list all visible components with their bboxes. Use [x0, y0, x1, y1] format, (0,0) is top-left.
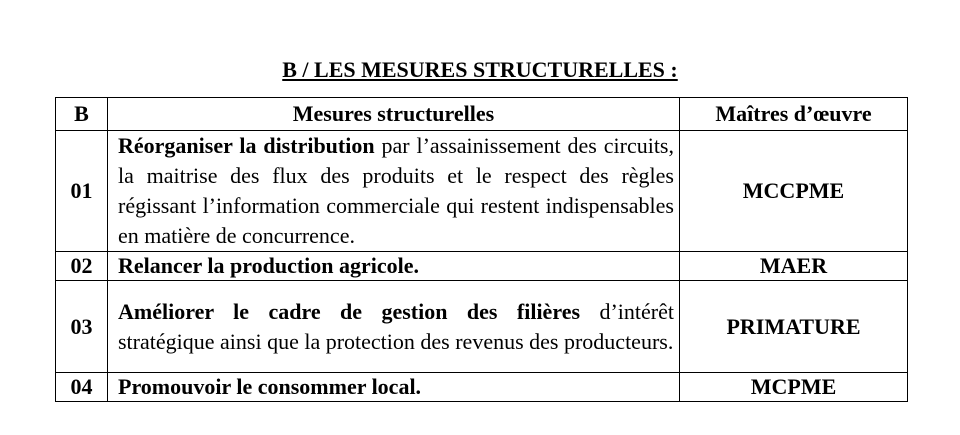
measures-table	[55, 97, 908, 402]
row-owner: PRIMATURE	[680, 281, 908, 373]
measure-bold-text: Relancer la production agricole.	[118, 253, 420, 278]
section-heading	[0, 57, 960, 83]
row-measure	[108, 373, 680, 402]
header-num: B	[56, 98, 108, 131]
row-num: 03	[56, 281, 108, 373]
row-num: 02	[56, 252, 108, 281]
row-num: 04	[56, 373, 108, 402]
header-measure: Mesures structurelles	[108, 98, 680, 131]
table-row	[56, 281, 908, 373]
row-owner: MCPME	[680, 373, 908, 402]
row-measure	[108, 131, 680, 252]
measure-text: par l’assainissement des circuits, la maitrise des flux des produits et le respect des règles régissant l’information commerciale qui restent indispensables en matière de concurrence.	[118, 133, 674, 248]
row-owner: MCCPME	[680, 131, 908, 252]
header-owner: Maîtres d’œuvre	[680, 98, 908, 131]
table-row	[56, 373, 908, 402]
measure-bold-text: Améliorer le cadre de gestion des filières	[118, 298, 581, 324]
row-num: 01	[56, 131, 108, 252]
table-row	[56, 131, 908, 252]
section-heading-text: B / LES MESURES STRUCTURELLES :	[282, 57, 678, 82]
table-header-row	[56, 98, 908, 131]
row-owner: MAER	[680, 252, 908, 281]
row-measure	[108, 281, 680, 373]
table-row	[56, 252, 908, 281]
measure-bold-text: Réorganiser la distribution	[118, 133, 375, 158]
row-measure	[108, 252, 680, 281]
measure-bold-text: Promouvoir le consommer local.	[118, 374, 422, 399]
measure-text: d’intérêt stratégique ainsi que la protection des revenus des producteurs.	[118, 298, 674, 354]
